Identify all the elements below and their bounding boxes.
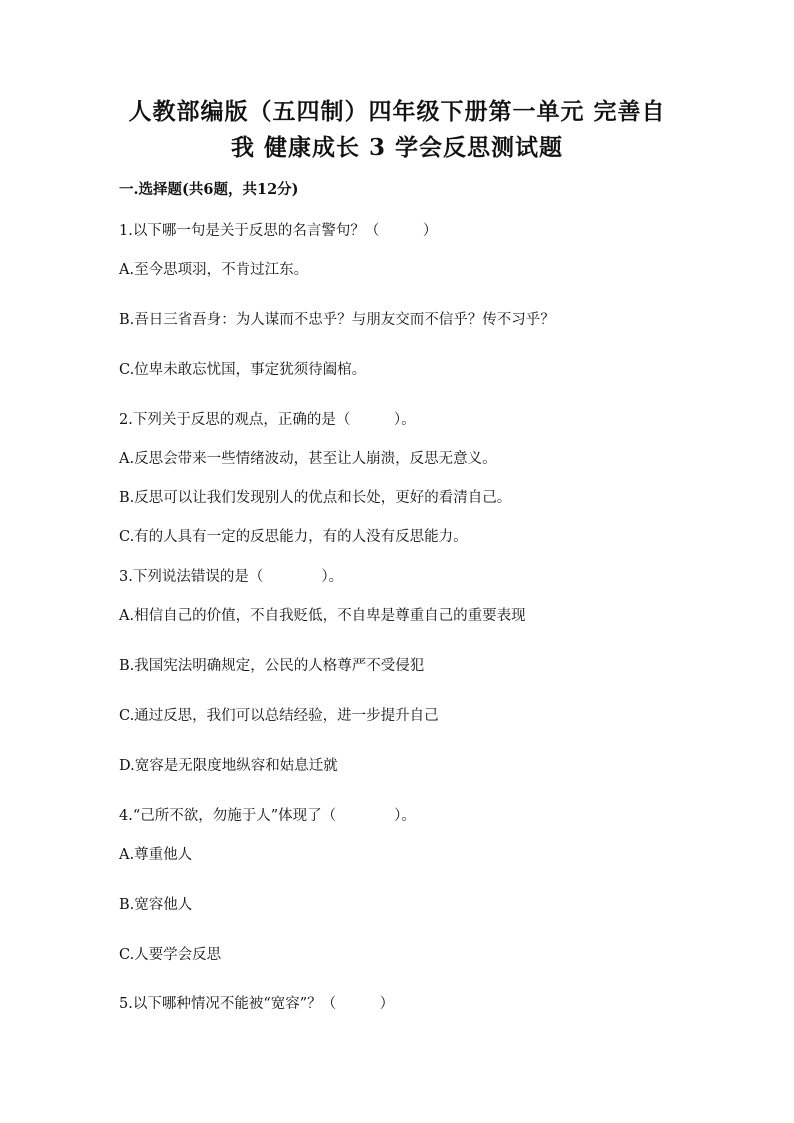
page-title bbox=[110, 94, 684, 166]
question-4-option-c: C.人要学会反思 bbox=[119, 947, 222, 963]
question-2-stem: 2.下列关于反思的观点，正确的是（ ）。 bbox=[119, 412, 416, 428]
question-1-option-a: A.至今思项羽，不肯过江东。 bbox=[119, 262, 309, 278]
question-1-option-c: C.位卑未敢忘忧国，事定犹须待阖棺。 bbox=[119, 362, 367, 378]
section-heading: 一.选择题(共6题，共12分) bbox=[119, 181, 299, 198]
question-3-option-b: B.我国宪法明确规定，公民的人格尊严不受侵犯 bbox=[119, 658, 425, 674]
question-4-stem: 4.“己所不欲，勿施于人”体现了（ ）。 bbox=[119, 808, 416, 824]
question-2-option-a: A.反思会带来一些情绪波动，甚至让人崩溃，反思无意义。 bbox=[119, 451, 497, 467]
question-2-option-b: B.反思可以让我们发现别人的优点和长处，更好的看清自己。 bbox=[119, 490, 512, 506]
question-5-stem: 5.以下哪种情况不能被“宽容”？（ ） bbox=[119, 996, 395, 1012]
question-3-stem: 3.下列说法错误的是（ ）。 bbox=[119, 569, 344, 585]
title-line-1: 人教部编版（五四制）四年级下册第一单元 完善自 bbox=[128, 98, 666, 125]
question-4-option-a: A.尊重他人 bbox=[119, 847, 193, 863]
question-4-option-b: B.宽容他人 bbox=[119, 897, 193, 913]
question-3-option-d: D.宽容是无限度地纵容和姑息迁就 bbox=[119, 758, 338, 774]
question-3-option-c: C.通过反思，我们可以总结经验，进一步提升自己 bbox=[119, 708, 439, 724]
question-3-option-a: A.相信自己的价值，不自我贬低，不自卑是尊重自己的重要表现 bbox=[119, 608, 526, 624]
question-2-option-c: C.有的人具有一定的反思能力，有的人没有反思能力。 bbox=[119, 529, 468, 545]
question-1-option-b: B.吾日三省吾身：为人谋而不忠乎？与朋友交而不信乎？传不习乎？ bbox=[119, 312, 555, 328]
question-1-stem: 1.以下哪一句是关于反思的名言警句？（ ） bbox=[119, 223, 438, 239]
title-line-2: 我 健康成长 3 学会反思测试题 bbox=[230, 134, 564, 161]
